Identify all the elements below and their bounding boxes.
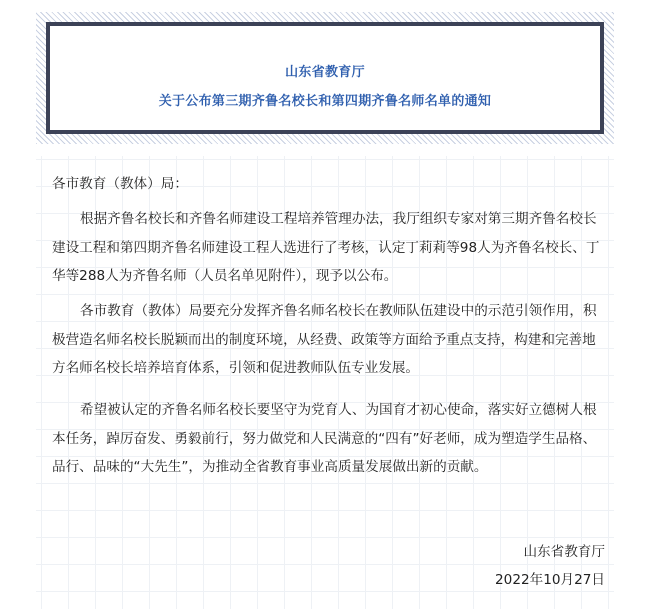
header-title: 关于公布第三期齐鲁名校长和第四期齐鲁名师名单的通知 bbox=[158, 94, 492, 109]
greeting: 各市教育（教体）局： bbox=[52, 176, 188, 192]
paragraph-3: 希望被认定的齐鲁名师名校长要坚守为党育人、为国育才初心使命，落实好立德树人根本任务，踔厉奋发、勇毅前行，努力做党和人民满意的“四有”好老师，成为塑造学生品格、品行、品味的“大先生”，为推动全省教育事业高质量发展做出新的贡献。 bbox=[52, 402, 597, 475]
signature-date: 2022年10月27日 bbox=[495, 572, 605, 588]
header-org: 山东省教育厅 bbox=[285, 65, 365, 80]
signature-org: 山东省教育厅 bbox=[523, 544, 605, 560]
header-banner bbox=[36, 12, 614, 144]
paragraph-2: 各市教育（教体）局要充分发挥齐鲁名师名校长在教师队伍建设中的示范引领作用，积极营造名师名校长脱颖而出的制度环境，从经费、政策等方面给予重点支持，构建和完善地方名师名校长培养培育体系，引领和促进教师队伍专业发展。 bbox=[52, 303, 597, 376]
header-frame bbox=[46, 22, 604, 134]
paragraph-1: 根据齐鲁名校长和齐鲁名师建设工程培养管理办法，我厅组织专家对第三期齐鲁名校长建设工程和第四期齐鲁名师建设工程人选进行了考核，认定丁莉莉等98人为齐鲁名校长、丁华等288人为齐鲁名师（人员名单见附件），现予以公布。 bbox=[52, 211, 600, 284]
